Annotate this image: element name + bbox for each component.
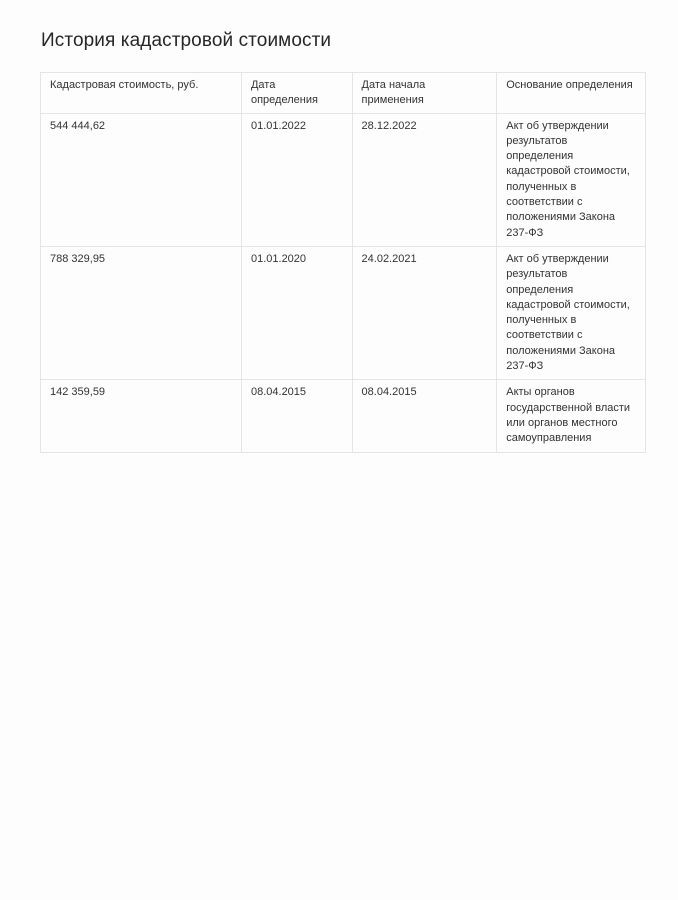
header-cadastral-value: Кадастровая стоимость, руб.	[41, 73, 242, 114]
header-determination-date: Дата определения	[241, 73, 352, 114]
cadastral-value-history-table	[40, 72, 646, 453]
cell-cadastral-value: 544 444,62	[41, 113, 242, 246]
cell-determination-date: 01.01.2020	[241, 246, 352, 379]
cell-cadastral-value: 142 359,59	[41, 380, 242, 452]
cell-determination-date: 08.04.2015	[241, 380, 352, 452]
table-row	[41, 380, 646, 452]
header-determination-basis: Основание определения	[497, 73, 646, 114]
cell-application-start-date: 24.02.2021	[352, 246, 497, 379]
cell-cadastral-value: 788 329,95	[41, 246, 242, 379]
table-row	[41, 246, 646, 379]
cell-application-start-date: 08.04.2015	[352, 380, 497, 452]
cell-determination-date: 01.01.2022	[241, 113, 352, 246]
cell-determination-basis: Акты органов государственной власти или органов местного самоуправления	[497, 380, 646, 452]
table-header-row	[41, 73, 646, 114]
cell-determination-basis: Акт об утверждении результатов определения кадастровой стоимости, полученных в соответствии с положениями Закона 237-ФЗ	[497, 113, 646, 246]
page-title: История кадастровой стоимости	[41, 30, 332, 51]
cell-determination-basis: Акт об утверждении результатов определения кадастровой стоимости, полученных в соответствии с положениями Закона 237-ФЗ	[497, 246, 646, 379]
cell-application-start-date: 28.12.2022	[352, 113, 497, 246]
header-application-start-date: Дата начала применения	[352, 73, 497, 114]
table-row	[41, 113, 646, 246]
